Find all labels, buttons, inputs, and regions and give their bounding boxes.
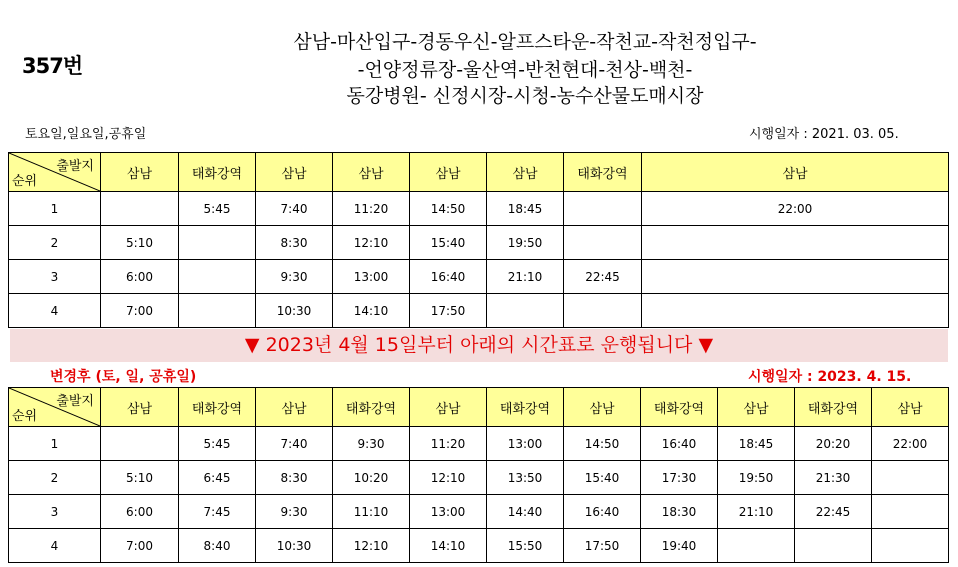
time-cell: 10:20 <box>333 461 410 495</box>
rank-cell: 1 <box>9 427 101 461</box>
route-line-2: -언양정류장-울산역-반천현대-천상-백천- <box>357 59 693 81</box>
time-cell: 18:30 <box>641 495 718 529</box>
corner-cell <box>9 153 101 192</box>
rank-cell: 3 <box>9 260 101 294</box>
time-cell: 15:50 <box>487 529 564 563</box>
time-cell <box>872 461 949 495</box>
time-cell: 19:50 <box>718 461 795 495</box>
rank-cell: 4 <box>9 529 101 563</box>
schedule-change-notice: ▼ 2023년 4월 15일부터 아래의 시간표로 운행됩니다 ▼ <box>10 329 948 362</box>
time-cell: 5:45 <box>179 192 256 226</box>
time-cell: 22:45 <box>564 260 642 294</box>
time-cell: 11:10 <box>333 495 410 529</box>
corner-rank-label: 순위 <box>12 409 38 424</box>
time-cell: 14:50 <box>564 427 641 461</box>
time-cell: 14:10 <box>410 529 487 563</box>
time-cell: 12:10 <box>333 529 410 563</box>
effective-date: 시행일자 : 2021. 03. 05. <box>749 127 899 142</box>
time-cell: 13:00 <box>487 427 564 461</box>
time-cell: 13:50 <box>487 461 564 495</box>
time-cell <box>872 529 949 563</box>
time-cell: 21:30 <box>795 461 872 495</box>
new-header-6: 태화강역 <box>487 388 564 427</box>
corner-origin-label: 출발지 <box>56 159 94 174</box>
time-cell: 8:30 <box>256 461 333 495</box>
time-cell: 6:00 <box>101 495 179 529</box>
new-header-8: 태화강역 <box>641 388 718 427</box>
new-header-1: 삼남 <box>101 388 179 427</box>
time-cell: 16:40 <box>564 495 641 529</box>
rank-cell: 3 <box>9 495 101 529</box>
corner-origin-label: 출발지 <box>56 394 94 409</box>
time-cell <box>718 529 795 563</box>
time-cell: 22:45 <box>795 495 872 529</box>
time-cell: 6:00 <box>101 260 179 294</box>
time-cell <box>564 192 642 226</box>
time-cell <box>872 495 949 529</box>
time-cell: 11:20 <box>410 427 487 461</box>
rank-cell: 2 <box>9 461 101 495</box>
time-cell: 7:00 <box>101 294 179 328</box>
time-cell: 5:45 <box>179 427 256 461</box>
time-cell: 16:40 <box>410 260 487 294</box>
time-cell <box>179 226 256 260</box>
time-cell <box>487 294 564 328</box>
time-cell: 8:30 <box>256 226 333 260</box>
old-header-5: 삼남 <box>410 153 487 192</box>
new-header-11: 삼남 <box>872 388 949 427</box>
old-header-4: 삼남 <box>333 153 410 192</box>
time-cell <box>642 260 949 294</box>
old-header-3: 삼남 <box>256 153 333 192</box>
new-timetable <box>8 387 949 563</box>
corner-cell <box>9 388 101 427</box>
time-cell: 17:50 <box>564 529 641 563</box>
old-header-6: 삼남 <box>487 153 564 192</box>
rank-cell: 4 <box>9 294 101 328</box>
time-cell <box>564 294 642 328</box>
table-row <box>9 427 949 461</box>
new-header-9: 삼남 <box>718 388 795 427</box>
time-cell: 21:10 <box>718 495 795 529</box>
time-cell <box>795 529 872 563</box>
old-header-row <box>9 153 949 192</box>
new-header-5: 삼남 <box>410 388 487 427</box>
time-cell: 19:50 <box>487 226 564 260</box>
time-cell <box>179 294 256 328</box>
time-cell: 17:50 <box>410 294 487 328</box>
corner-rank-label: 순위 <box>12 174 38 189</box>
time-cell: 9:30 <box>333 427 410 461</box>
time-cell: 10:30 <box>256 529 333 563</box>
new-header-10: 태화강역 <box>795 388 872 427</box>
time-cell: 20:20 <box>795 427 872 461</box>
time-cell: 9:30 <box>256 495 333 529</box>
rank-cell: 2 <box>9 226 101 260</box>
time-cell: 7:45 <box>179 495 256 529</box>
new-header-2: 태화강역 <box>179 388 256 427</box>
time-cell: 17:30 <box>641 461 718 495</box>
route-line-1: 삼남-마산입구-경동우신-알프스타운-작천교-작천정입구- <box>293 31 757 53</box>
changed-label: 변경후 (토, 일, 공휴일) <box>50 369 197 385</box>
time-cell: 19:40 <box>641 529 718 563</box>
time-cell: 14:10 <box>333 294 410 328</box>
time-cell <box>642 226 949 260</box>
time-cell: 21:10 <box>487 260 564 294</box>
time-cell: 15:40 <box>410 226 487 260</box>
time-cell: 16:40 <box>641 427 718 461</box>
time-cell: 6:45 <box>179 461 256 495</box>
time-cell <box>101 427 179 461</box>
time-cell: 5:10 <box>101 461 179 495</box>
table-row <box>9 461 949 495</box>
time-cell: 22:00 <box>642 192 949 226</box>
time-cell: 5:10 <box>101 226 179 260</box>
table-row <box>9 529 949 563</box>
time-cell: 13:00 <box>410 495 487 529</box>
time-cell: 12:10 <box>410 461 487 495</box>
time-cell: 13:00 <box>333 260 410 294</box>
table-row <box>9 495 949 529</box>
route-number: 357번 <box>22 54 83 78</box>
table-row <box>9 294 949 328</box>
old-header-7: 태화강역 <box>564 153 642 192</box>
route-line-3: 동강병원- 신정시장-시청-농수산물도매시장 <box>346 85 704 107</box>
time-cell: 9:30 <box>256 260 333 294</box>
time-cell: 18:45 <box>718 427 795 461</box>
old-header-8: 삼남 <box>642 153 949 192</box>
new-header-row <box>9 388 949 427</box>
time-cell: 14:50 <box>410 192 487 226</box>
day-type: 토요일,일요일,공휴일 <box>25 127 147 142</box>
time-cell: 14:40 <box>487 495 564 529</box>
time-cell: 8:40 <box>179 529 256 563</box>
time-cell: 12:10 <box>333 226 410 260</box>
time-cell <box>564 226 642 260</box>
rank-cell: 1 <box>9 192 101 226</box>
table-row <box>9 192 949 226</box>
time-cell: 7:00 <box>101 529 179 563</box>
new-header-7: 삼남 <box>564 388 641 427</box>
new-effective-date: 시행일자 : 2023. 4. 15. <box>748 369 912 385</box>
time-cell: 22:00 <box>872 427 949 461</box>
new-header-4: 태화강역 <box>333 388 410 427</box>
time-cell <box>101 192 179 226</box>
time-cell: 7:40 <box>256 427 333 461</box>
time-cell: 7:40 <box>256 192 333 226</box>
old-timetable <box>8 152 949 328</box>
old-header-1: 삼남 <box>101 153 179 192</box>
table-row <box>9 260 949 294</box>
time-cell <box>179 260 256 294</box>
new-header-3: 삼남 <box>256 388 333 427</box>
table-row <box>9 226 949 260</box>
time-cell <box>642 294 949 328</box>
time-cell: 11:20 <box>333 192 410 226</box>
time-cell: 10:30 <box>256 294 333 328</box>
old-header-2: 태화강역 <box>179 153 256 192</box>
time-cell: 15:40 <box>564 461 641 495</box>
time-cell: 18:45 <box>487 192 564 226</box>
